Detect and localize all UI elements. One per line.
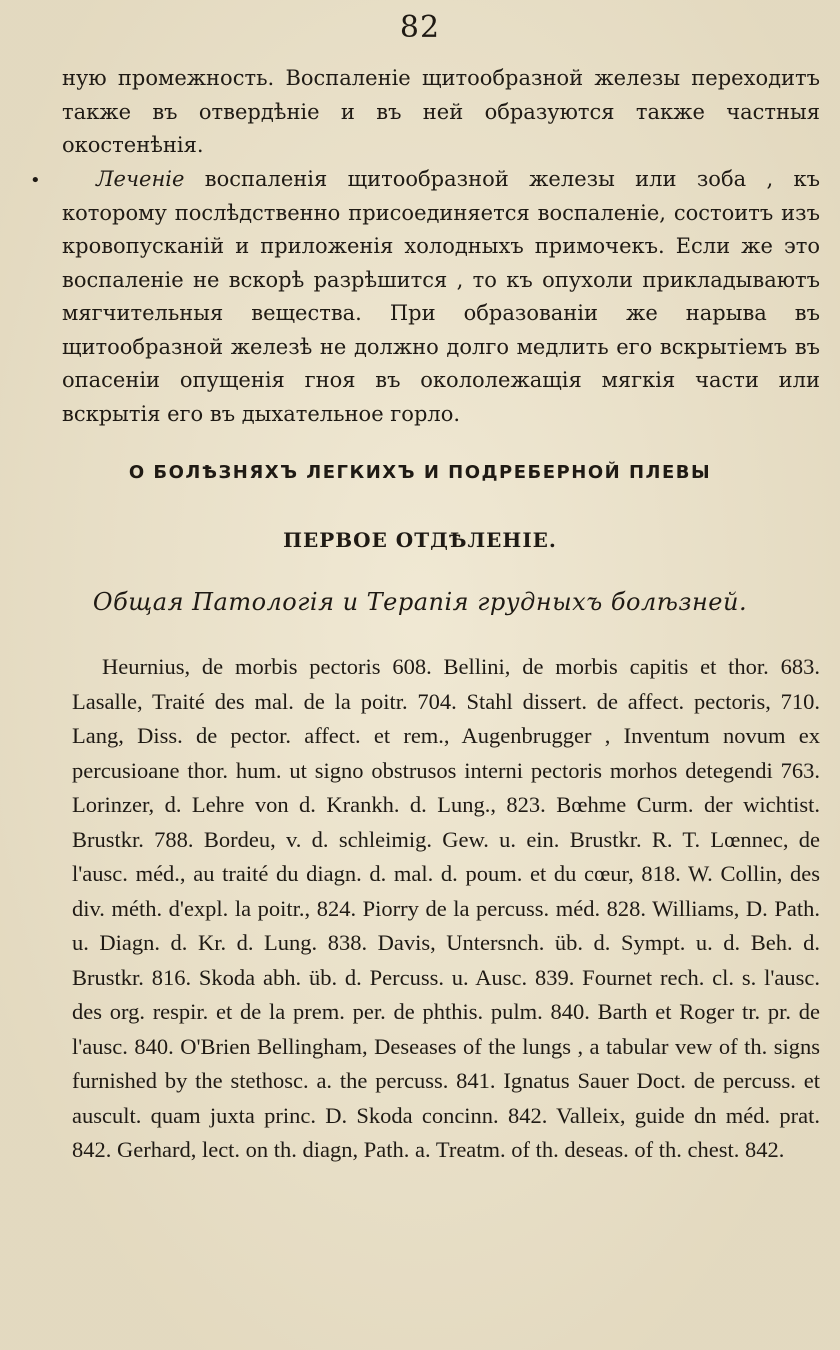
paragraph-treatment [62, 163, 820, 431]
page-number: 82 [399, 10, 441, 45]
section-title: О БОЛѢЗНЯХЪ ЛЕГКИХЪ И ПОДРЕБЕРНОЙ ПЛЕВЫ [128, 462, 712, 483]
treatment-text: воспаленія щитообразной железы или зоба , къ которому послѣдственно присоединяется воспаленіе, состоитъ изъ кровопусканій и приложенія холодныхъ примочекъ. Если же это воспаленіе не вскорѣ разрѣшится , то къ опухоли прикладываютъ мягчительныя вещества. При образованіи же нарыва въ щитообразной железѣ не должно долго медлить его вскрытіемъ въ опасеніи опущенія гноя въ окололежащія мягкія части или вскрытія его въ дыхательное горло. [62, 167, 820, 426]
treatment-lead-word: Леченіе [96, 167, 185, 191]
margin-mark: • [30, 170, 41, 191]
bibliography-paragraph: Heurnius, de morbis pectoris 608. Bellini, de morbis capitis et thor. 683. Lasalle, Traité des mal. de la poitr. 704. Stahl dissert. de affect. pectoris, 710. Lang, Diss. de pector. affect. et rem., Augenbrugger , Inventum novum ex percusioane thor. hum. ut signo obstrusos interni pectoris morhos detegendi 763. Lorinzer, d. Lehre von d. Krankh. d. Lung., 823. Bœhme Curm. der wichtist. Brustkr. 788. Bordeu, v. d. schleimig. Gew. u. ein. Brustkr. R. T. Lœnnec, de l'ausc. méd., au traité du diagn. d. mal. d. poum. et du cœur, 818. W. Collin, des div. méth. d'expl. la poitr., 824. Piorry de la percuss. méd. 828. Williams, D. Path. u. Diagn. d. Kr. d. Lung. 838. Davis, Untersnch. üb. d. Sympt. u. d. Beh. d. Brustkr. 816. Skoda abh. üb. d. Percuss. u. Ausc. 839. Fournet rech. cl. s. l'ausc. des org. respir. et de la prem. per. de phthis. pulm. 840. Barth et Roger tr. pr. de l'ausc. 840. O'Brien Bellingham, Deseases of the lungs , a tabular vew of th. signs furnished by the stethosc. a. the percuss. 841. Ignatus Sauer Doct. de percuss. et auscult. quam juxta princ. D. Skoda concinn. 842. Valleix, guide dn méd. prat. 842. Gerhard, lect. on th. diagn, Path. a. Treatm. of th. deseas. of th. chest. 842. [72, 654, 820, 1162]
paragraph-continuation: ную промежность. Воспаленіе щитообразной железы переходитъ также въ отвердѣніе и въ ней образуются также частныя окостенѣнія. [62, 66, 820, 157]
chapter-subtitle: Общая Патологія и Терапія грудныхъ болѣзней. [92, 588, 748, 616]
part-title: ПЕРВОЕ ОТДѢЛЕНІЕ. [283, 528, 557, 552]
